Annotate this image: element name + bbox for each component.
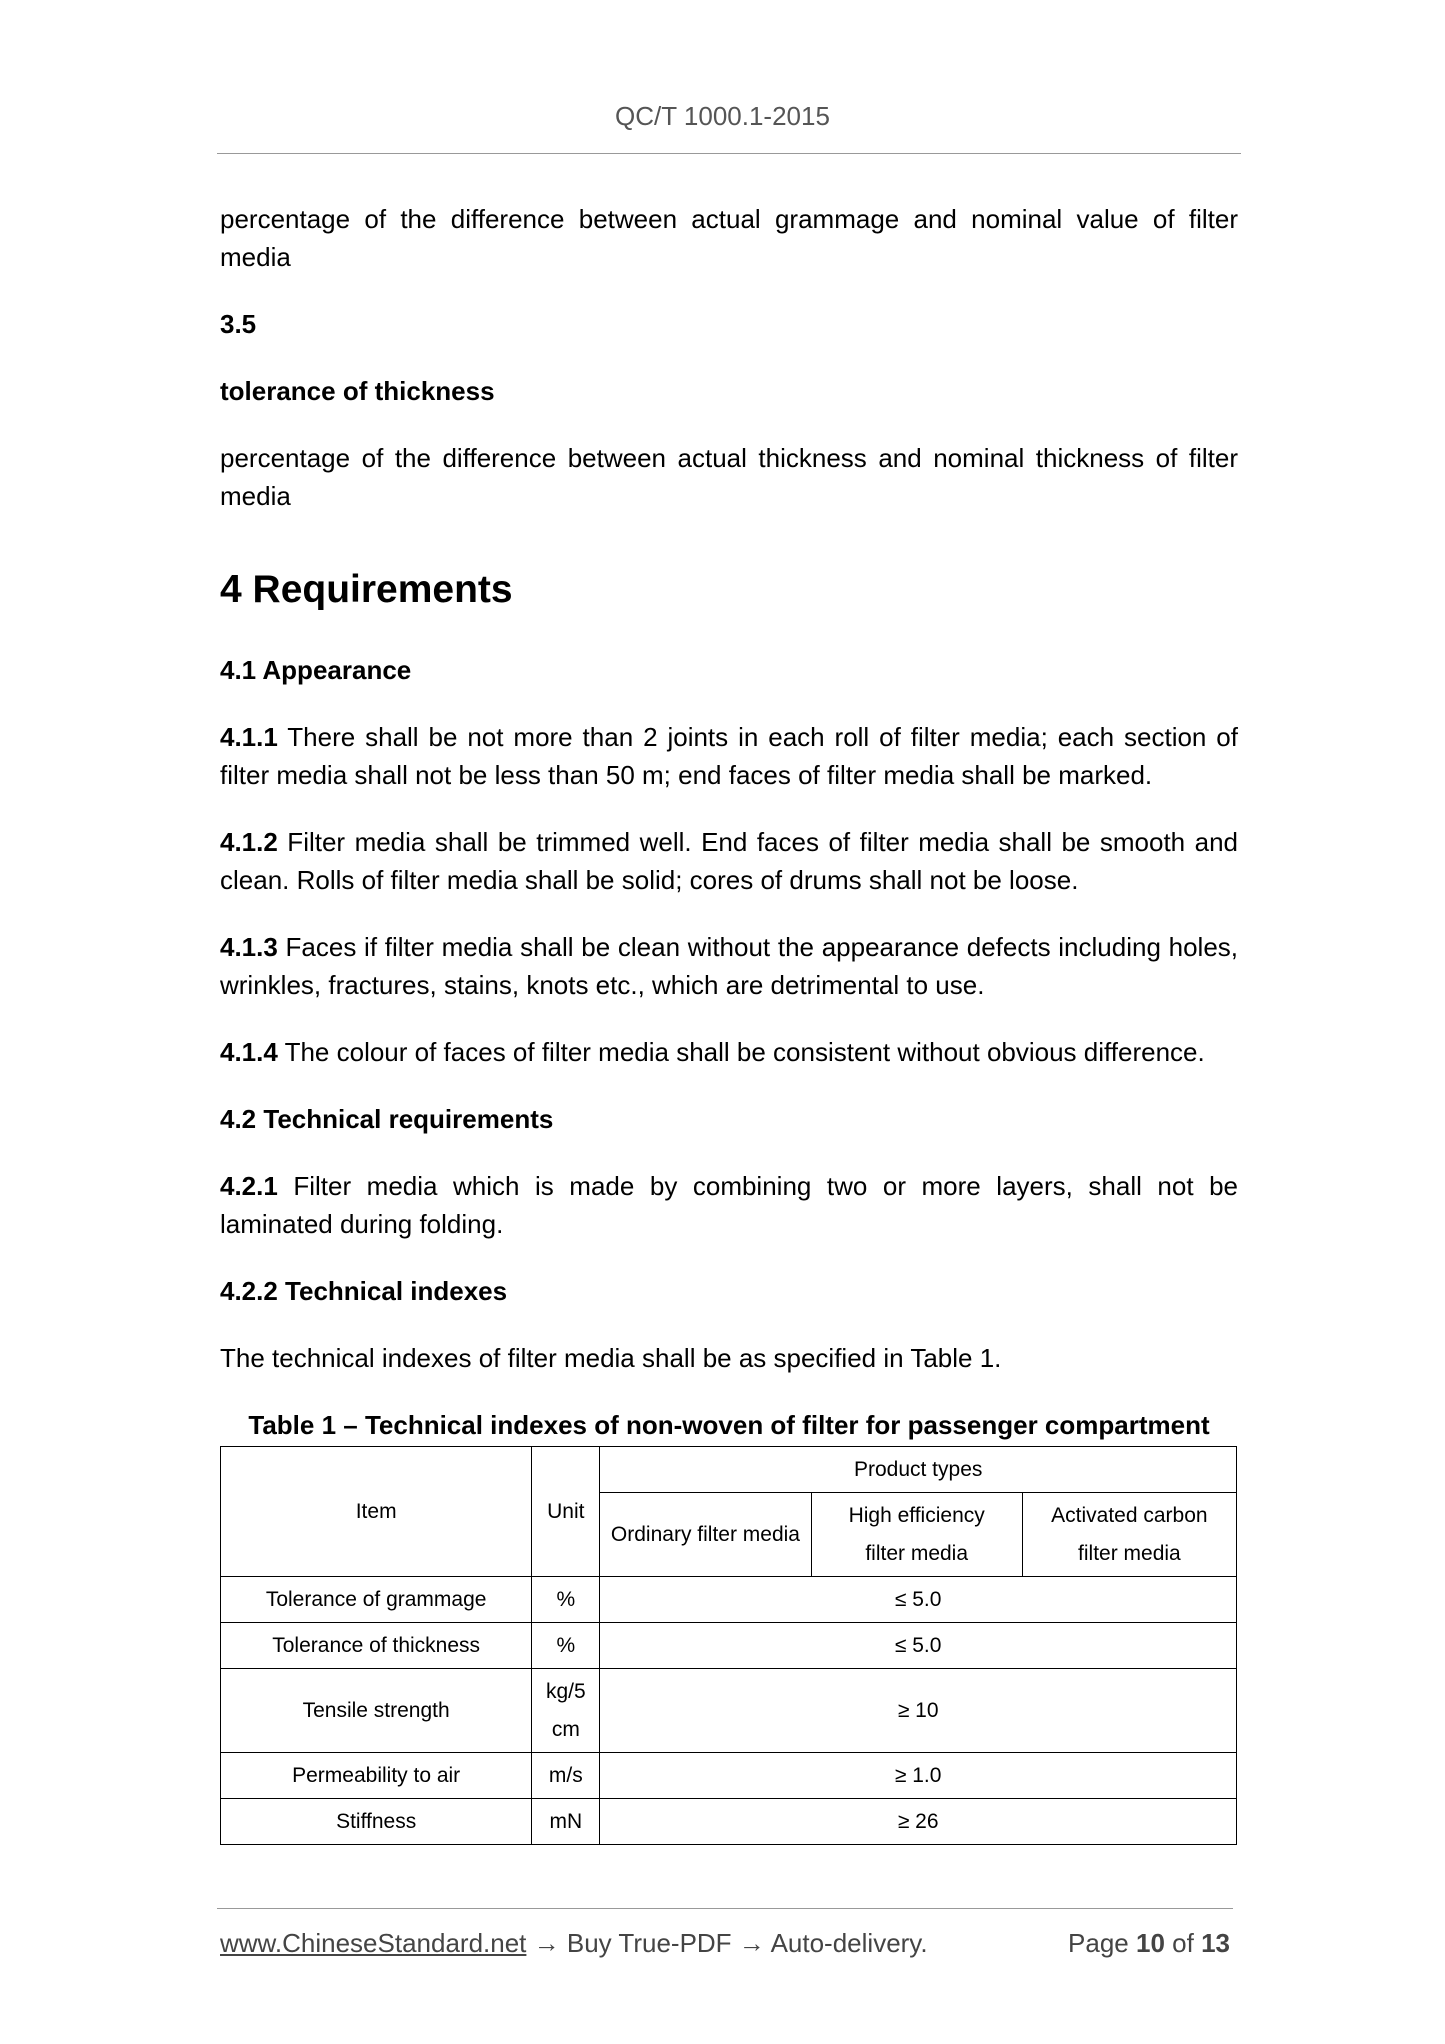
unit-text: kg/5	[545, 1679, 586, 1703]
header-text: High efficiency	[848, 1503, 985, 1527]
clause-number: 4.1.4	[220, 1037, 278, 1067]
header-divider	[217, 153, 1241, 154]
section-4-1-heading: 4.1 Appearance	[220, 655, 412, 685]
row-item: Tolerance of thickness	[221, 1623, 532, 1669]
page-indicator	[1068, 1928, 1230, 1959]
row-unit: m/s	[532, 1753, 600, 1799]
clause-text: There shall be not more than 2 joints in each roll of filter media; each section of filter media shall not be less than 50 m; end faces of filter media shall be marked.	[220, 722, 1238, 790]
clause-text: The colour of faces of filter media shall be consistent without obvious difference.	[277, 1037, 1205, 1067]
of-label: of	[1172, 1928, 1194, 1958]
clause-text: Filter media shall be trimmed well. End faces of filter media shall be smooth and clean. Rolls of filter media shall be solid; cores of drums shall not be loose.	[220, 827, 1238, 895]
table-row	[221, 1799, 1237, 1845]
clause-number: 4.1.2	[220, 827, 278, 857]
row-item: Stiffness	[221, 1799, 532, 1845]
clause-text: Faces if filter media shall be clean without the appearance defects including holes, wrinkles, fractures, stains, knots etc., which are detrimental to use.	[220, 932, 1238, 1000]
section-3-5-definition: percentage of the difference between actual thickness and nominal thickness of filter media	[220, 443, 1238, 511]
clause-4-1-2	[220, 823, 1238, 899]
technical-indexes-table	[220, 1446, 1237, 1845]
page-footer	[220, 1928, 1230, 1959]
section-3-5-term: tolerance of thickness	[220, 376, 495, 406]
document-code-header: QC/T 1000.1-2015	[615, 101, 830, 131]
header-activated-carbon	[1022, 1493, 1236, 1577]
unit-text: cm	[551, 1717, 580, 1741]
row-item: Tolerance of grammage	[221, 1577, 532, 1623]
header-text: Activated carbon	[1051, 1503, 1208, 1527]
row-value: ≤ 5.0	[600, 1577, 1237, 1623]
website-link[interactable]: www.ChineseStandard.net	[220, 1928, 527, 1958]
row-value: ≥ 1.0	[600, 1753, 1237, 1799]
table-row	[221, 1577, 1237, 1623]
clause-4-1-1	[220, 718, 1238, 794]
page-content	[220, 200, 1238, 1845]
row-value: ≥ 26	[600, 1799, 1237, 1845]
header-ordinary: Ordinary filter media	[600, 1493, 811, 1577]
header-product-types: Product types	[600, 1447, 1237, 1493]
clause-text: Filter media which is made by combining two or more layers, shall not be laminated during folding.	[220, 1171, 1238, 1239]
row-unit: mN	[532, 1799, 600, 1845]
clause-4-2-1	[220, 1167, 1238, 1243]
page-total: 13	[1201, 1928, 1230, 1958]
row-value: ≥ 10	[600, 1669, 1237, 1753]
row-unit	[532, 1669, 600, 1753]
grammage-definition: percentage of the difference between actual grammage and nominal value of filter media	[220, 204, 1238, 272]
row-value: ≤ 5.0	[600, 1623, 1237, 1669]
chapter-4-heading: 4 Requirements	[220, 568, 513, 611]
row-item: Tensile strength	[221, 1669, 532, 1753]
header-unit: Unit	[532, 1447, 600, 1577]
header-item: Item	[221, 1447, 532, 1577]
clause-number: 4.2.1	[220, 1171, 278, 1201]
clause-number: 4.1.3	[220, 932, 278, 962]
clause-4-1-3	[220, 928, 1238, 1004]
footer-tagline: → Buy True-PDF → Auto-delivery.	[526, 1928, 928, 1958]
page-number: 10	[1136, 1928, 1165, 1958]
page-label: Page	[1068, 1928, 1129, 1958]
table-row	[221, 1669, 1237, 1753]
table-row	[221, 1753, 1237, 1799]
table-row	[221, 1623, 1237, 1669]
header-high-efficiency	[811, 1493, 1022, 1577]
clause-number: 4.1.1	[220, 722, 278, 752]
row-item: Permeability to air	[221, 1753, 532, 1799]
table-reference-text: The technical indexes of filter media shall be as specified in Table 1.	[220, 1343, 1002, 1373]
section-3-5-number: 3.5	[220, 309, 257, 339]
row-unit: %	[532, 1623, 600, 1669]
section-4-2-2-heading: 4.2.2 Technical indexes	[220, 1276, 508, 1306]
table-caption: Table 1 – Technical indexes of non-woven of filter for passenger compartment	[248, 1410, 1210, 1440]
footer-divider	[217, 1908, 1233, 1909]
clause-4-1-4	[220, 1033, 1238, 1071]
table-header-row	[221, 1447, 1237, 1493]
header-text: filter media	[1078, 1541, 1181, 1565]
header-text: filter media	[865, 1541, 969, 1565]
section-4-2-heading: 4.2 Technical requirements	[220, 1104, 554, 1134]
row-unit: %	[532, 1577, 600, 1623]
